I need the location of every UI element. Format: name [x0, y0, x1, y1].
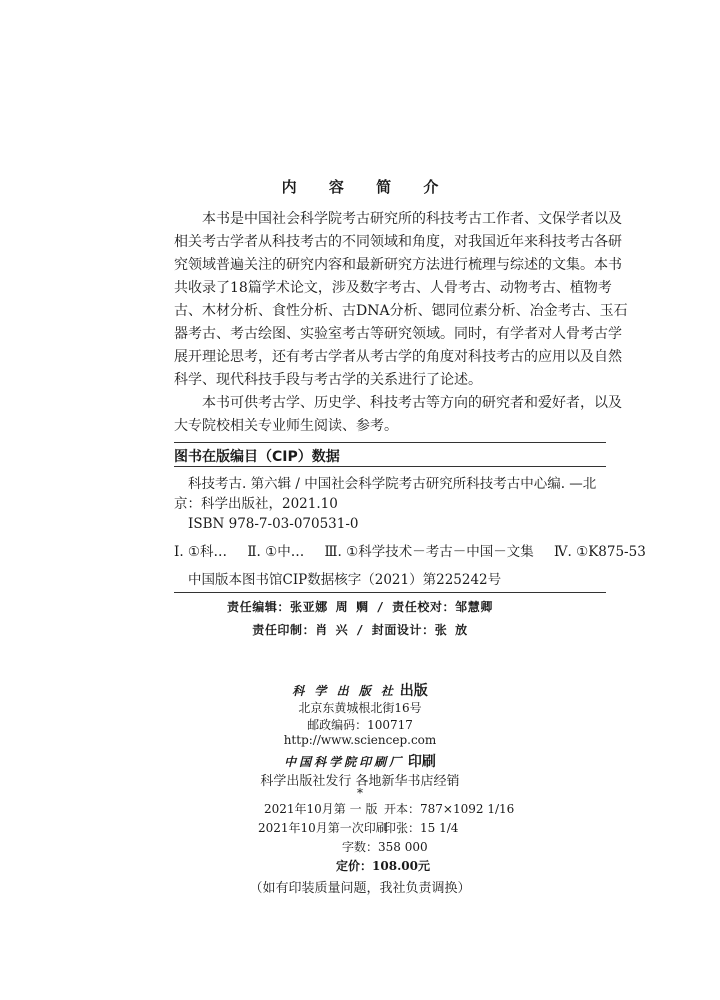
cip-heading-rule [174, 466, 606, 467]
cip-entry-line: 京：科学出版社，2021.10 [174, 496, 338, 512]
cip-entry-line: 科技考古. 第六辑 / 中国社会科学院考古研究所科技考古中心编. —北 [188, 476, 597, 492]
publisher-address: 北京东黄城根北街16号 [298, 701, 422, 715]
text-line: 究领域普遍关注的研究内容和最新研究方法进行梳理与综述的文集。本书 [174, 257, 622, 273]
publisher-suffix: 出版 [399, 683, 428, 699]
text-line: 器考古、考古绘图、实验室考古等研究领域。同时，有学者对人骨考古学 [174, 326, 622, 342]
cip-class-item: Ⅲ. ①科学技术－考古－中国－文集 [324, 544, 534, 560]
format: 开本：787×1092 1/16 [384, 802, 515, 816]
text-line: 相关考古学者从科技考古的不同领域和角度，对我国近年来科技考古各研 [174, 234, 622, 250]
cip-bottom-rule [174, 592, 606, 593]
summary-paragraph-2 [174, 392, 622, 438]
printing: 2021年10月第一次印刷 [258, 821, 388, 835]
separator-star: * [357, 786, 363, 800]
publisher-brand: 科 学 出 版 社 [292, 684, 396, 698]
text-line: 本书可供考古学、历史学、科技考古等方向的研究者和爱好者，以及 [202, 395, 622, 411]
summary-abstract [174, 208, 628, 438]
text-line: 古、木材分析、食性分析、古DNA分析、锶同位素分析、冶金考古、玉石 [174, 303, 628, 319]
price [336, 857, 430, 874]
printer-suffix: 印刷 [407, 754, 436, 770]
publisher-name [0, 680, 720, 700]
text-line: 本书是中国社会科学院考古研究所的科技考古工作者、文保学者以及 [202, 211, 622, 227]
text-line: 共收录了18篇学术论文，涉及数字考古、人骨考古、动物考古、植物考 [174, 280, 612, 296]
edition: 2021年10月第 一 版 [264, 802, 378, 816]
cip-class-item: Ⅳ. ①K875-53 [554, 544, 646, 560]
printed-sheets: 印张：15 1/4 [384, 821, 459, 835]
cip-top-rule [174, 442, 606, 443]
summary-title: 内 容 简 介 [281, 178, 452, 196]
cip-classification [174, 540, 646, 560]
text-line: 大专院校相关专业师生阅读、参考。 [174, 418, 398, 434]
cip-class-item: Ⅰ. ①科… [174, 544, 228, 560]
word-count: 字数：358 000 [342, 840, 428, 854]
price-value: 108.00元 [372, 859, 430, 873]
cip-record-number: 中国版本图书馆CIP数据核字（2021）第225242号 [188, 572, 502, 588]
cip-class-item: Ⅱ. ①中… [247, 544, 305, 560]
cip-heading: 图书在版编目（CIP）数据 [174, 449, 340, 465]
text-line: 科学、现代科技手段与考古学的关系进行了论述。 [174, 372, 482, 388]
credits-line-production: 责任印制：肖 兴 / 封面设计：张 放 [252, 623, 468, 637]
publisher-postcode: 邮政编码：100717 [307, 718, 413, 732]
summary-paragraph-1 [174, 208, 628, 392]
price-label: 定价： [336, 859, 373, 873]
publisher-website: http://www.sciencep.com [283, 733, 437, 747]
credits-line-editors: 责任编辑：张亚娜 周 赒 / 责任校对：邹慧卿 [227, 600, 493, 614]
printer-line [0, 751, 720, 771]
quality-notice: （如有印装质量问题，我社负责调换） [249, 881, 471, 896]
printer-brand: 中国科学院印刷厂 [284, 755, 405, 769]
text-line: 展开理论思考，还有考古学者从考古学的角度对科技考古的应用以及自然 [174, 349, 622, 365]
cip-entry [174, 474, 606, 534]
cip-isbn: ISBN 978-7-03-070531-0 [188, 516, 359, 532]
distribution-line: 科学出版社发行 各地新华书店经销 [260, 774, 460, 789]
